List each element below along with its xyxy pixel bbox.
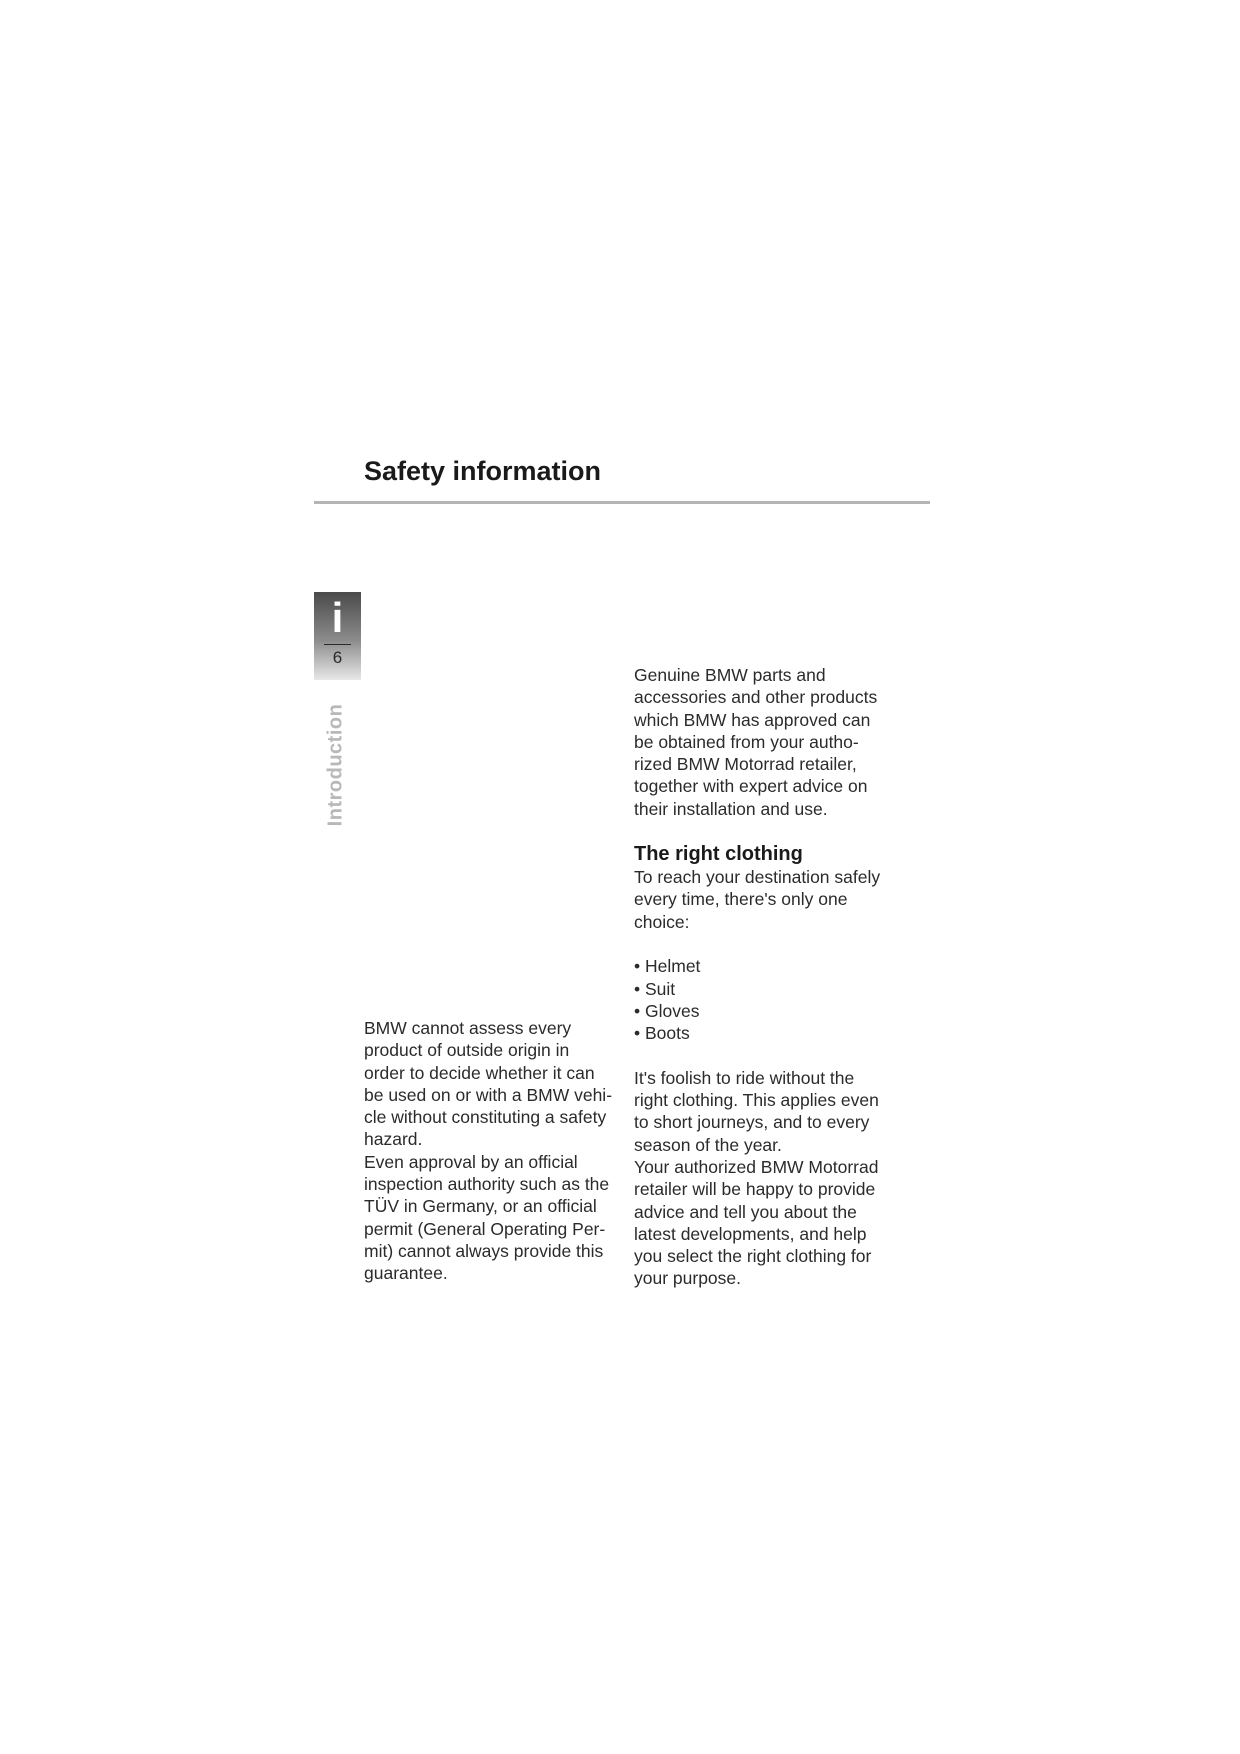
paragraph-outside-products: BMW cannot assess every product of outside origin in order to decide whether it can be used on or with a BMW vehi- cle without constituting a safety hazard. bbox=[364, 1018, 613, 1150]
paragraph-foolish: It's foolish to ride without the right clothing. This applies even to short journeys, and to every season of the year. bbox=[634, 1067, 879, 1155]
paragraph-retailer: Your authorized BMW Motorrad retailer will be happy to provide advice and tell you about the latest developments, and help you select the right clothing for your purpose. bbox=[634, 1156, 879, 1289]
title-divider bbox=[314, 501, 930, 504]
list-item: • Suit bbox=[634, 978, 676, 999]
info-icon: i bbox=[331, 594, 344, 641]
left-column bbox=[364, 1017, 636, 1285]
list-item: • Gloves bbox=[634, 1000, 700, 1021]
clothing-list bbox=[634, 955, 924, 1044]
paragraph-approval: Even approval by an official inspection authority such as the TÜV in Germany, or an official permit (General Operating Per- mit) cannot always provide this guarantee. bbox=[364, 1151, 610, 1284]
section-heading-clothing: The right clothing bbox=[634, 843, 803, 866]
chapter-label: Introduction bbox=[324, 703, 347, 827]
page-number: 6 bbox=[332, 648, 343, 667]
paragraph-destination: To reach your destination safely every time, there's only one choice: bbox=[634, 867, 881, 932]
chapter-tab bbox=[314, 592, 361, 680]
page-title: Safety information bbox=[364, 456, 602, 486]
right-column bbox=[634, 664, 924, 1290]
list-item: • Boots bbox=[634, 1023, 690, 1044]
list-item: • Helmet bbox=[634, 956, 701, 977]
tab-divider bbox=[324, 644, 351, 645]
paragraph-genuine-parts: Genuine BMW parts and accessories and other products which BMW has approved can be obtained from your autho- rized BMW Motorrad retailer, together with expert advice on their installation and use. bbox=[634, 665, 878, 819]
